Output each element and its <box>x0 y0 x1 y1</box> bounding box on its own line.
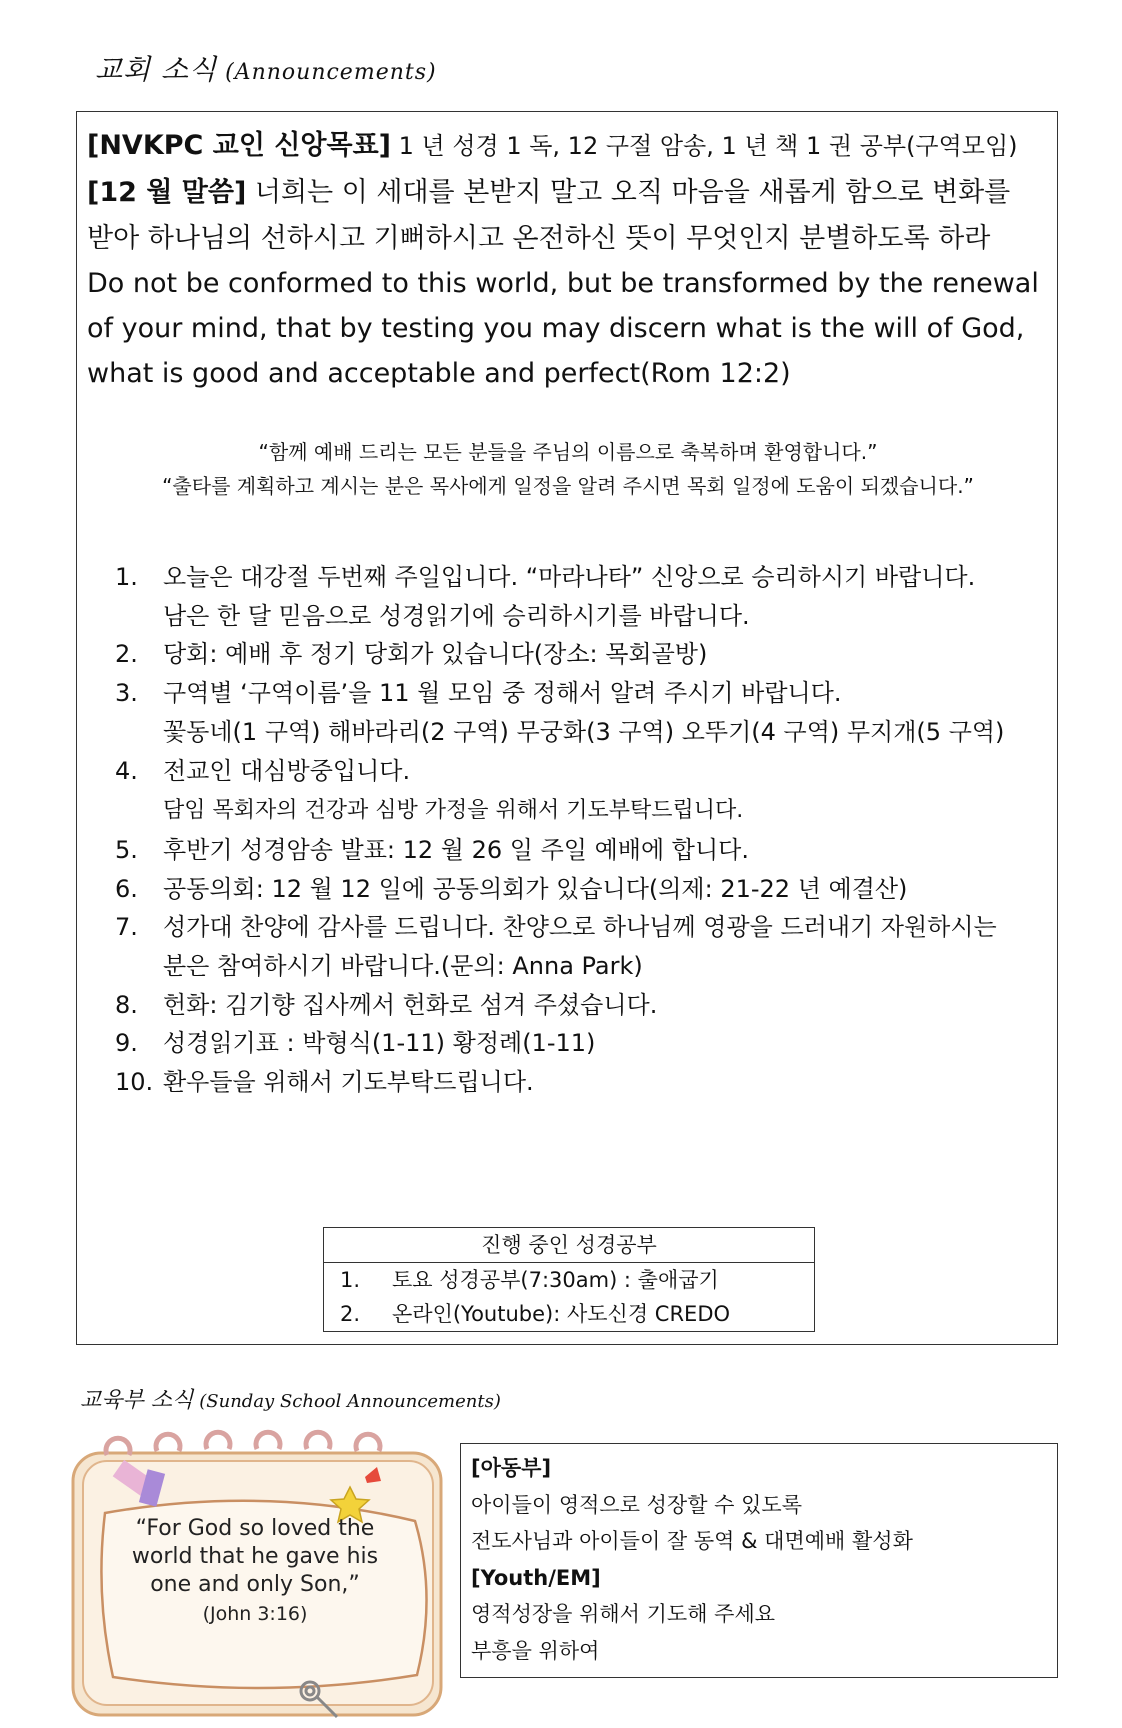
children-heading: [아동부] <box>471 1456 552 1480</box>
bible-study-table <box>323 1227 815 1332</box>
list-item: 3. 구역별 ‘구역이름’을 11 월 모임 중 정해서 알려 주시기 바랍니다. 꽃동네(1 구역) 해바라리(2 구역) 무궁화(3 구역) 오뚜기(4 구역) 무지개(5 구역) <box>115 679 1005 746</box>
month-verse-line-2: 받아 하나님의 선하시고 기뻐하시고 온전하신 뜻이 무엇인지 분별하도록 하라 <box>87 223 991 254</box>
table-row: 1. 토요 성경공부(7:30am) : 출애굽기 <box>340 1268 719 1292</box>
announcement-list <box>115 558 1055 1102</box>
month-verse-line-5: what is good and acceptable and perfect(Rom 12:2) <box>87 358 791 389</box>
list-item: 8. 헌화: 김기향 집사께서 헌화로 섬겨 주셨습니다. <box>115 990 658 1019</box>
list-item: 2. 당회: 예배 후 정기 당회가 있습니다(장소: 목회골방) <box>115 640 708 669</box>
welcome-message: “함께 예배 드리는 모든 분들을 주님의 이름으로 축복하며 환영합니다.” <box>258 440 878 464</box>
list-item: 6. 공동의회: 12 월 12 일에 공동의회가 있습니다(의제: 21-22 년 예결산) <box>115 874 908 903</box>
youth-heading: [Youth/EM] <box>471 1565 601 1590</box>
list-item: 1. 오늘은 대강절 두번째 주일입니다. “마라나타” 신앙으로 승리하시기 바랍니다. 남은 한 달 믿음으로 성경읽기에 승리하시기를 바랍니다. <box>115 563 976 630</box>
month-verse-line-3: Do not be conformed to this world, but be transformed by the renewal <box>87 268 1039 299</box>
ring-icon <box>356 1434 380 1451</box>
faith-goal-line: [NVKPC 교인 신앙목표] 1 년 성경 1 독, 12 구절 암송, 1 년 책 1 권 공부(구역모임) <box>87 130 1018 161</box>
sunday-school-box: [아동부] 아이들이 영적으로 성장할 수 있도록 전도사님과 아이들이 잘 동역 & 대면예배 활성화 [Youth/EM] 영적성장을 위해서 기도해 주세요 부흥을 위하여 <box>460 1443 1058 1678</box>
verse-reference: (John 3:16) <box>202 1603 308 1625</box>
month-verse-line-1: [12 월 말씀] 너희는 이 세대를 본받지 말고 오직 마음을 새롭게 함으로 변화를 <box>87 177 1011 208</box>
ring-icon <box>256 1432 280 1449</box>
list-item: 10. 환우들을 위해서 기도부탁드립니다. <box>115 1068 534 1097</box>
list-item: 5. 후반기 성경암송 발표: 12 월 26 일 주일 예배에 합니다. <box>115 835 749 864</box>
table-header: 진행 중인 성경공부 <box>324 1228 814 1263</box>
table-row: 2. 온라인(Youtube): 사도신경 CREDO <box>340 1302 731 1326</box>
list-item: 7. 성가대 찬양에 감사를 드립니다. 찬양으로 하나님께 영광을 드러내기 자원하시는 분은 참여하시기 바랍니다.(문의: Anna Park) <box>115 913 997 981</box>
list-item: 9. 성경읽기표 : 박형식(1-11) 황정례(1-11) <box>115 1029 596 1058</box>
list-item: 4. 전교인 대심방중입니다. 담임 목회자의 건강과 심방 가정을 위해서 기도부탁드립니다. <box>115 756 744 824</box>
ring-icon <box>156 1434 180 1451</box>
month-verse-label: [12 월 말씀] <box>87 177 247 208</box>
announcements-box <box>76 111 1058 1345</box>
sunday-school-title: 교육부 소식 (Sunday School Announcements) <box>80 1388 501 1413</box>
month-verse-line-4: of your mind, that by testing you may discern what is the will of God, <box>87 313 1025 344</box>
ring-icon <box>306 1432 330 1449</box>
page-title: 교회 소식 (Announcements) <box>95 53 437 86</box>
ring-icon <box>206 1432 230 1449</box>
faith-goal-label: [NVKPC 교인 신앙목표] <box>87 130 391 161</box>
memory-verse: “For God so loved the world that he gave his one and only Son,” (John 3:16) <box>95 1515 415 1627</box>
travel-notice: “출타를 계획하고 계시는 분은 목사에게 일정을 알려 주시면 목회 일정에 도움이 되겠습니다.” <box>162 474 974 498</box>
